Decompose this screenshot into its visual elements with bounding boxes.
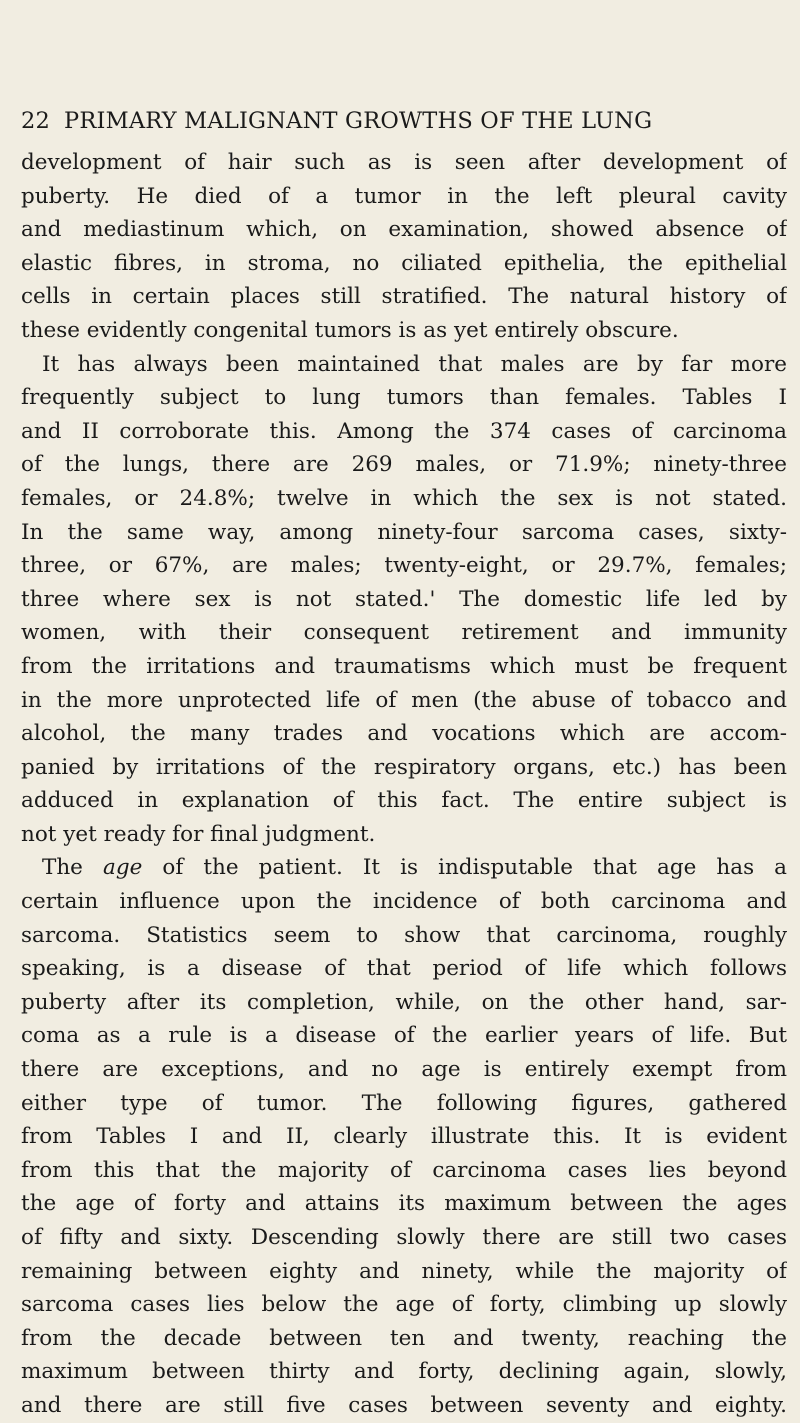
text-line: not yet ready for final judgment. [21,821,376,847]
emphasized-word: age [103,855,143,881]
text-line: there are exceptions, and no age is entirely exempt from [21,1057,787,1083]
text-line: frequently subject to lung tumors than females. Tables I [21,385,787,411]
text-line: alcohol, the many trades and vocations which are accom- [21,721,787,747]
text-line: puberty. He died of a tumor in the left pleural cavity [21,183,787,209]
text-line-prefix: The [42,855,103,881]
text-line: It has always been maintained that males are by far more [42,351,787,377]
text-line: In the same way, among ninety-four sarcoma cases, sixty- [21,519,787,545]
text-line: sarcoma cases lies below the age of forty, climbing up slowly [21,1292,787,1318]
text-line: from the irritations and traumatisms which must be frequent [21,653,787,679]
text-line: remaining between eighty and ninety, while the majority of [21,1258,787,1284]
text-line [21,851,787,885]
text-line: from Tables I and II, clearly illustrate this. It is evident [21,1124,787,1150]
running-title: PRIMARY MALIGNANT GROWTHS OF THE LUNG [64,108,653,134]
text-line: cells in certain places still stratified. The natural history of [21,284,787,310]
text-line: females, or 24.8%; twelve in which the sex is not stated. [21,485,787,511]
text-line: the age of forty and attains its maximum between the ages [21,1191,787,1217]
text-line: and mediastinum which, on examination, showed absence of [21,217,787,243]
page-number: 22 [21,108,51,134]
text-line: maximum between thirty and forty, declining again, slowly, [21,1359,787,1385]
text-line: speaking, is a disease of that period of life which follows [21,956,787,982]
text-line: coma as a rule is a disease of the earlier years of life. But [21,1023,787,1049]
text-line: panied by irritations of the respiratory organs, etc.) has been [21,754,787,780]
text-line: of the lungs, there are 269 males, or 71.9%; ninety-three [21,452,787,478]
text-line: and II corroborate this. Among the 374 cases of carcinoma [21,418,787,444]
text-line-rest: of the patient. It is indisputable that age has a [142,855,787,881]
running-header [21,106,787,136]
text-line: development of hair such as is seen after development of [21,150,787,175]
text-line: and there are still five cases between seventy and eighty. [21,1392,787,1418]
text-line: either type of tumor. The following figures, gathered [21,1090,787,1116]
text-line: three where sex is not stated.' The domestic life led by [21,586,787,612]
text-line: of fifty and sixty. Descending slowly there are still two cases [21,1225,787,1250]
text-line: three, or 67%, are males; twenty-eight, or 29.7%, females; [21,553,787,579]
body-text [21,146,787,1423]
text-line: these evidently congenital tumors is as yet entirely obscure. [21,317,679,343]
text-line: women, with their consequent retirement and immunity [21,620,787,646]
text-line: in the more unprotected life of men (the abuse of tobacco and [21,687,787,713]
text-line: puberty after its completion, while, on the other hand, sar- [21,989,787,1015]
text-line: from this that the majority of carcinoma cases lies beyond [21,1157,787,1183]
text-line: from the decade between ten and twenty, reaching the [21,1325,787,1351]
text-line: elastic fibres, in stroma, no ciliated epithelia, the epithelial [21,250,787,276]
text-line: adduced in explanation of this fact. The entire subject is [21,788,787,814]
text-line: certain influence upon the incidence of both carcinoma and [21,889,787,915]
text-line: sarcoma. Statistics seem to show that carcinoma, roughly [21,922,787,948]
